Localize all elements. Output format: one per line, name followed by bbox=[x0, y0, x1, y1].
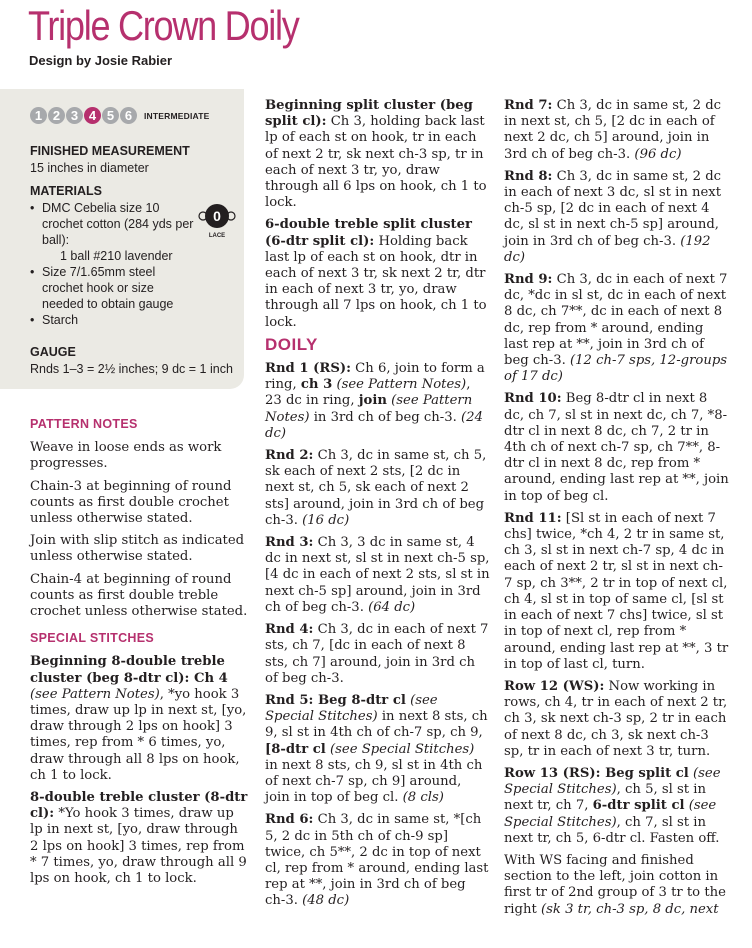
material-subitem: 1 ball #210 lavender bbox=[60, 249, 173, 263]
materials-heading: MATERIALS bbox=[30, 184, 102, 198]
special-stitch: Beginning 8-double treble cluster (beg 8-dtr cl): Ch 4 (see Pattern Notes), *yo hook 3 times, draw up lp in next st, [yo, draw through 2 lps on hook] 3 times, rep from * 6 times, yo, draw through all 8 lps on hook, ch 1 to lock. bbox=[30, 654, 247, 783]
round-instruction: Rnd 6: Ch 3, dc in same st, *[ch 5, 2 dc in 5th ch of ch-9 sp] twice, ch 5**, 2 dc in top of next cl, rep from * around, ending last rep at **, join in 3rd ch of beg ch-3. (48 dc) bbox=[265, 812, 489, 909]
pattern-notes-heading: PATTERN NOTES bbox=[30, 417, 138, 431]
final-instruction: With WS facing and finished section to the left, join cotton in first tr of 2nd group of 3 tr to the right (sk 3 tr, ch-3 sp, 8 dc, next bbox=[504, 852, 726, 917]
round-instruction: Rnd 2: Ch 3, dc in same st, ch 5, sk each of next 2 sts, [2 dc in next st, ch 5, sk each of next 2 sts] around, join in 3rd ch of beg ch-3. (16 dc) bbox=[265, 448, 487, 528]
skill-label: INTERMEDIATE bbox=[144, 110, 210, 121]
round-instruction: Rnd 9: Ch 3, dc in each of next 7 dc, *dc in sl st, dc in each of next 8 dc, ch 7**, dc in each of next 8 dc, rep from * around, ending last rep at **, join in 3rd ch of beg ch-3. (12 ch-7 sps, 12-groups of 17 dc) bbox=[504, 272, 728, 385]
skill-dot-2: 2 bbox=[48, 107, 65, 124]
pattern-note: Chain-4 at beginning of round counts as first double treble crochet unless otherwise stated. bbox=[30, 571, 248, 620]
round-instruction: Rnd 4: Ch 3, dc in each of next 7 sts, ch 7, [dc in each of next 8 sts, ch 7] around, join in 3rd ch of beg ch-3. bbox=[265, 622, 489, 686]
pattern-note: Chain-3 at beginning of round counts as first double crochet unless otherwise stated. bbox=[30, 478, 232, 527]
material-item: • Starch bbox=[30, 312, 225, 328]
yarn-weight-icon bbox=[197, 200, 237, 240]
yarn-weight-number: 0 bbox=[213, 208, 221, 224]
special-stitch: Beginning split cluster (beg split cl): Ch 3, holding back last lp of each st on hook, tr in each of next 2 tr, sk next ch-3 sp, tr in each of next 3 tr, yo, draw through all 6 lps on hook, ch 1 to lock. bbox=[265, 98, 487, 211]
gauge-heading: GAUGE bbox=[30, 345, 76, 359]
page-title: Triple Crown Doily bbox=[28, 2, 299, 49]
special-stitch: 8-double treble cluster (8-dtr cl): *Yo hook 3 times, draw up lp in next st, [yo, draw through 2 lps on hook] 3 times, rep from * 7 times, yo, draw through all 9 lps on hook, ch 1 to lock. bbox=[30, 790, 248, 887]
round-instruction: Rnd 3: Ch 3, 3 dc in same st, 4 dc in next st, sl st in next ch-5 sp, [4 dc in each of next 2 sts, sl st in next ch-5 sp] around, join in 3rd ch of beg ch-3. (64 dc) bbox=[265, 535, 490, 615]
row-instruction: Row 12 (WS): Now working in rows, ch 4, tr in each of next 2 tr, ch 3, sk next ch-3 sp, 2 tr in each of next 8 dc, ch 3, sk next ch-3 sp, tr in each of next 3 tr, turn. bbox=[504, 678, 728, 759]
special-stitches-heading: SPECIAL STITCHES bbox=[30, 631, 155, 646]
skill-dot-4: 4 bbox=[84, 107, 101, 124]
row-instruction: Row 13 (RS): Beg split cl (see Special Stitches), ch 5, sl st in next tr, ch 7, 6-dtr split cl (see Special Stitches), ch 7, sl st in next tr, ch 5, 6-dtr cl. Fasten off. bbox=[504, 765, 721, 846]
pattern-note: Join with slip stitch as indicated unless otherwise stated. bbox=[30, 533, 245, 565]
skill-dot-3: 3 bbox=[66, 107, 83, 124]
round-instruction: Rnd 8: Ch 3, dc in same st, 2 dc in each of next 3 dc, sl st in next ch-5 sp, [2 dc in each of next 4 dc, sl st in next ch-5 sp] around, join in 3rd ch of beg ch-3. (192 dc) bbox=[504, 168, 722, 265]
material-item: • DMC Cebelia size 10 crochet cotton (284 yds per ball): bbox=[30, 200, 202, 248]
skill-dot-6: 6 bbox=[120, 107, 137, 124]
column-3 bbox=[504, 98, 730, 924]
skill-dot-5: 5 bbox=[102, 107, 119, 124]
round-instruction: Rnd 11: [Sl st in each of next 7 chs] twice, *ch 4, 2 tr in same st, ch 3, sl st in next ch-7 sp, 4 dc in each of next 2 tr, sl st in next ch-7 sp, ch 3**, 2 tr in top of next cl, ch 4, sl st in top of same cl, [sl st in each of next 7 chs] twice, sl st in top of next cl, rep from * around, ending last rep at **, 3 tr in top of last cl, turn. bbox=[504, 510, 729, 672]
finished-heading: FINISHED MEASUREMENT bbox=[30, 144, 190, 158]
special-stitch: 6-double treble split cluster (6-dtr split cl): Holding back last lp of each st on hook, dtr in each of next 3 tr, sk next 2 tr, dtr in each of next 3 tr, yo, draw through all 7 lps on hook, ch 1 to lock. bbox=[265, 217, 487, 330]
round-instruction: Rnd 10: Beg 8-dtr cl in next 8 dc, ch 7, sl st in next dc, ch 7, *8-dtr cl in next 8 dc, ch 7, 2 tr in 4th ch of next ch-7 sp, ch 7**, 8-dtr cl in next 8 dc, rep from * around, ending last rep at **, join in top of beg cl. bbox=[504, 391, 729, 504]
yarn-weight-label: LACE bbox=[208, 233, 226, 239]
column-1 bbox=[30, 416, 250, 893]
round-instruction: Rnd 5: Beg 8-dtr cl (see Special Stitches) in next 8 sts, ch 9, sl st in 4th ch of ch-7 sp, ch 9, [8-dtr cl (see Special Stitches) in next 8 sts, ch 9, sl st in 4th ch of next ch-7 sp, ch 9] around, join in top of beg cl. (8 cls) bbox=[265, 692, 488, 806]
skill-level bbox=[30, 107, 210, 124]
gauge-value: Rnds 1–3 = 2½ inches; 9 dc = 1 inch bbox=[30, 362, 233, 376]
round-instruction: Rnd 1 (RS): Ch 6, join to form a ring, ch 3 (see Pattern Notes), 23 dc in ring, join (see Pattern Notes) in 3rd ch of beg ch-3. (24 dc) bbox=[265, 361, 485, 441]
doily-heading: DOILY bbox=[265, 334, 318, 354]
material-item: • Size 7/1.65mm steel crochet hook or size needed to obtain gauge bbox=[30, 264, 192, 312]
column-2 bbox=[265, 98, 490, 916]
materials-list bbox=[30, 200, 225, 328]
finished-value: 15 inches in diameter bbox=[30, 161, 149, 175]
pattern-note: Weave in loose ends as work progresses. bbox=[30, 440, 222, 472]
byline: Design by Josie Rabier bbox=[29, 53, 173, 68]
skill-dot-1: 1 bbox=[30, 107, 47, 124]
round-instruction: Rnd 7: Ch 3, dc in same st, 2 dc in next st, ch 5, [2 dc in each of next 2 dc, ch 5] around, join in 3rd ch of beg ch-3. (96 dc) bbox=[504, 98, 722, 162]
